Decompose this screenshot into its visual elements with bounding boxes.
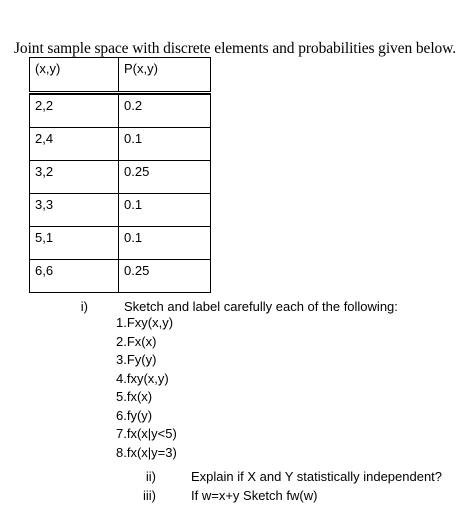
list-item: 4.fxy(x,y) bbox=[116, 370, 169, 386]
table-cell-xy: 3,2 bbox=[30, 161, 119, 194]
table-cell-xy: 2,4 bbox=[30, 128, 119, 161]
table-cell-pxy: 0.1 bbox=[119, 194, 211, 227]
question-ii-numeral: ii) bbox=[145, 469, 156, 484]
list-item: 1.Fxy(x,y) bbox=[116, 315, 174, 330]
table-cell-xy: 3,3 bbox=[30, 194, 119, 227]
list-item: 2.Fx(x) bbox=[116, 333, 157, 349]
column-header-xy: (x,y) bbox=[30, 58, 119, 93]
table-row bbox=[30, 260, 211, 293]
question-i-numeral: i) bbox=[80, 299, 88, 314]
list-item: 7.fx(x|y<5) bbox=[116, 426, 177, 441]
list-item: 6.fy(y) bbox=[116, 407, 153, 423]
table-cell-pxy: 0.25 bbox=[119, 161, 211, 194]
table-row bbox=[30, 128, 211, 161]
list-item: 3.Fy(y) bbox=[116, 352, 157, 367]
table-row bbox=[30, 227, 211, 260]
question-ii-text: Explain if X and Y statistically independent? bbox=[191, 469, 443, 484]
table-row bbox=[30, 161, 211, 194]
table-row bbox=[30, 95, 211, 128]
sketch-list bbox=[116, 314, 177, 462]
table-cell-pxy: 0.25 bbox=[119, 260, 211, 293]
question-i-text: Sketch and label carefully each of the following: bbox=[124, 299, 398, 314]
table-cell-pxy: 0.2 bbox=[119, 95, 211, 128]
column-header-pxy: P(x,y) bbox=[119, 58, 211, 93]
table-cell-xy: 5,1 bbox=[30, 227, 119, 260]
table-header-row bbox=[30, 58, 211, 93]
probability-table bbox=[29, 57, 211, 293]
problem-heading: Joint sample space with discrete elements and probabilities given below. bbox=[14, 40, 457, 57]
list-item: 8.fx(x|y=3) bbox=[116, 444, 177, 460]
table-row bbox=[30, 194, 211, 227]
table-cell-pxy: 0.1 bbox=[119, 227, 211, 260]
table-cell-pxy: 0.1 bbox=[119, 128, 211, 161]
question-iii-text: If w=x+y Sketch fw(w) bbox=[191, 488, 318, 503]
question-iii-numeral: iii) bbox=[143, 488, 156, 503]
table-cell-xy: 2,2 bbox=[30, 95, 119, 128]
list-item: 5.fx(x) bbox=[116, 389, 153, 404]
table-cell-xy: 6,6 bbox=[30, 260, 119, 293]
